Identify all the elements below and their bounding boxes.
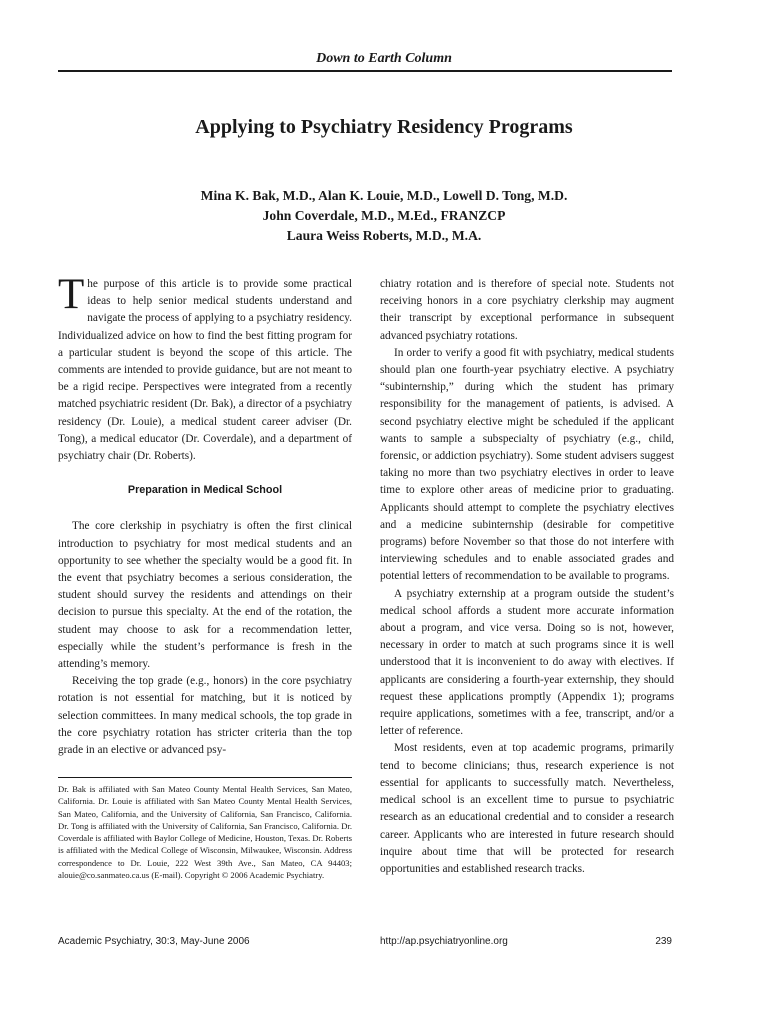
body-paragraph: A psychiatry externship at a program outside the student’s medical school affords a student more accurate information about a program, and vice versa. Doing so is not, however, necessary in order to match at such programs since it is well understood that it is inconvenient to do away with electives. If applicants are considering a fourth-year externship, they should request these applications promptly (Appendix 1); programs require applications, sometimes with a fee, transcript, and/or a letter of reference. [380,587,674,738]
left-column [58,271,352,759]
journal-citation: Academic Psychiatry, 30:3, May-June 2006 [58,936,250,947]
author-list [0,186,768,246]
page-footer [58,936,672,952]
affiliation-footnote: Dr. Bak is affiliated with San Mateo County Mental Health Services, San Mateo, California. Dr. Louie is affiliated with San Mateo County Mental Health Services, San Mateo, California, and the University of California, San Francisco, California. Dr. Tong is affiliated with the University of California, San Francisco, California. Dr. Coverdale is affiliated with Baylor College of Medicine, Houston, Texas. Dr. Roberts is affiliated with the Medical College of Wisconsin, Milwaukee, Wisconsin. Address correspondence to Dr. Louie, 222 West 39th Ave., San Mateo, CA 94403; alouie@co.sanmateo.ca.us (E-mail). Copyright © 2006 Academic Psychiatry. [58,784,352,881]
header-rule [58,70,672,72]
right-column [380,276,674,878]
body-paragraph: The core clerkship in psychiatry is often the first clinical introduction to psychiatry for most medical students and an opportunity to see whether the specialty would be a good fit. In the event that psychiatry becomes a serious consideration, the student should survey the residents and attendings on their decision to pursue this specialty. At the end of the rotation, the student may choose to ask for a recommendation letter, especially while the student’s performance is fresh in the attending’s memory. [58,520,352,671]
drop-cap: T [58,271,85,318]
body-paragraph: In order to verify a good fit with psychiatry, medical students should plan one fourth-year psychiatry elective. A psychiatry “subinternship,” during which the student has primary responsibility for the management of patients, is advised. A second psychiatry elective might be scheduled if the applicant wants to sample a subspecialty of psychiatry (e.g., child, forensic, or addiction psychiatry). Some student advisers suggest taking no more than two psychiatry electives in order to leave time to explore other areas of medicine prior to graduating. Applicants should attempt to complete the psychiatry electives and a medicine subinternship (desirable for competitive programs) before November so that those do not interfere with interviewing schedules and to enable associated grades and potential letters of recommendation to be available to programs. [380,346,674,583]
page-number: 239 [655,936,672,947]
article-title: Applying to Psychiatry Residency Programs [195,116,573,138]
author-line: Mina K. Bak, M.D., Alan K. Louie, M.D., Lowell D. Tong, M.D. [200,188,568,203]
body-paragraph: Receiving the top grade (e.g., honors) in the core psychiatry rotation is not essential for matching, but it is noticed by selection committees. In many medical schools, the top grade in the core psychiatry rotation has stricter criteria than the top grade in an elective or advanced psy- [58,675,352,757]
author-line: Laura Weiss Roberts, M.D., M.A. [286,228,482,243]
intro-paragraph [58,271,352,465]
author-line: John Coverdale, M.D., M.Ed., FRANZCP [262,208,506,223]
footnote-rule [58,777,352,778]
column-label: Down to Earth Column [316,51,452,66]
journal-url[interactable]: http://ap.psychiatryonline.org [380,936,508,947]
intro-text: he purpose of this article is to provide some practical ideas to help senior medical students understand and navigate the process of applying to a psychiatry residency. Individualized advice on how to find the best fitting program for a particular student is beyond the scope of this article. The comments are intended to provide guidance, but are not meant to be a rigid recipe. Perspectives were integrated from a recently matched psychiatric resident (Dr. Bak), a director of a psychiatry residency (Dr. Louie), a medical student career adviser (Dr. Tong), a medical educator (Dr. Coverdale), and a department of psychiatry chair (Dr. Roberts). [58,278,352,463]
body-paragraph: Most residents, even at top academic programs, primarily tend to become clinicians; thus, research experience is not essential for applicants to successfully match. Nevertheless, medical school is an excellent time to pursue to psychiatric research as an educational credential and to consider a research career. Applicants who are interested in future research should inquire about time that will be protected for research opportunities and established research tracks. [380,742,674,875]
body-paragraph: chiatry rotation and is therefore of special note. Students not receiving honors in a core psychiatry clerkship may augment their transcript by exceptional performance in subsequent advanced psychiatry rotations. [380,278,674,342]
section-heading: Preparation in Medical School [127,484,283,497]
